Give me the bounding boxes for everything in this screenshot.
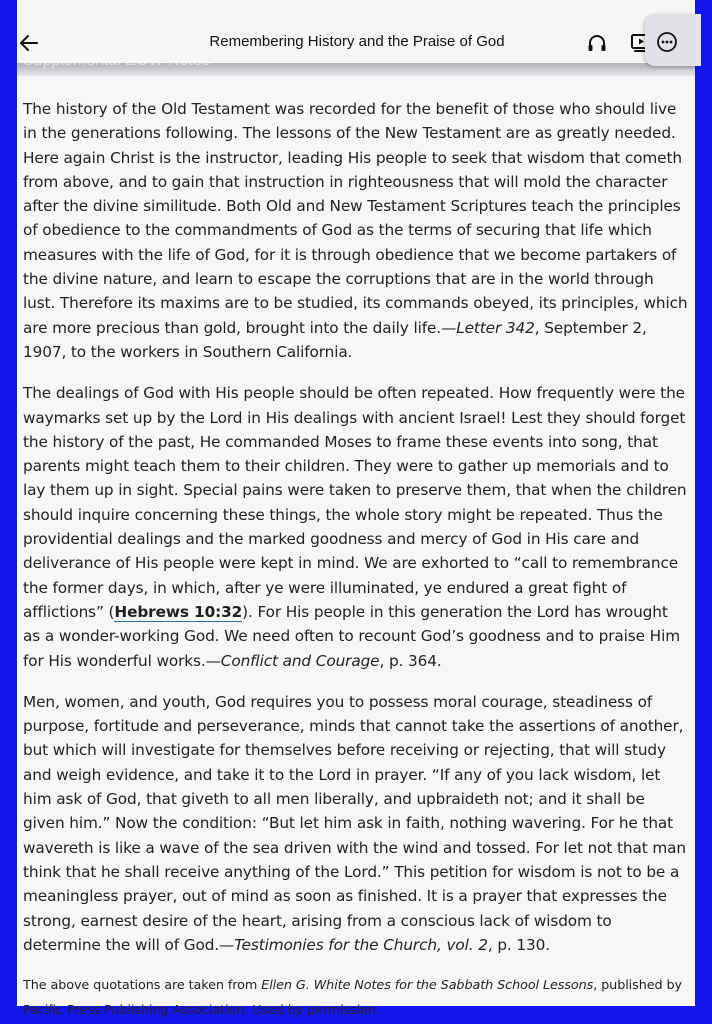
- arrow-left-icon: [17, 31, 41, 55]
- paragraph-3: [23, 690, 689, 957]
- paragraph-2: [23, 381, 689, 673]
- source-title: Letter 342: [456, 318, 535, 337]
- more-options-icon: [655, 30, 679, 54]
- attribution-note: [23, 974, 689, 1023]
- paragraph-1-text: The history of the Old Testament was recorded for the benefit of those who should live in the generations following. The lessons of the New Testament are as greatly needed. Here again Christ is the instructor, leading His people to seek that wisdom that cometh from above, and to gain that instruction in righteousness that will mold the character after the divine similitude. Both Old and New Testament Scriptures teach the principles of obedience to the commandments of God as the terms of securing that life which measures with the life of God, for it is through obedience that we become partakers of the divine nature, and learn to escape the corruptions that are in the world through lust. Therefore its maxims are to be studied, its commands obeyed, its principles, which are more precious than gold, brought into the daily life.—: [23, 100, 688, 337]
- scripture-link[interactable]: Hebrews 10:32: [114, 602, 243, 621]
- audio-button[interactable]: [585, 31, 609, 55]
- more-options-tab: [645, 14, 701, 66]
- attribution-after: , published by Pacific Press Publishing Association. Used by permission.: [23, 978, 682, 1018]
- source-details: , September 2, 1907, to the workers in Southern California.: [23, 318, 647, 361]
- source-title: Conflict and Courage: [220, 651, 380, 670]
- more-options-button[interactable]: [655, 30, 679, 54]
- paragraph-3-text: Men, women, and youth, God requires you to possess moral courage, steadiness of purpose, fortitude and perseverance, minds that cannot take the assertions of another, but which will investigate for themselves before receiving or rejecting, that will study and weigh evidence, and take it to the Lord in prayer. “If any of you lack wisdom, let him ask of God, that giveth to all men liberally, and upbraideth not; and it shall be given him.” Now the condition: “But let him ask in faith, nothing wavering. For he that wavereth is like a wave of the sea driven with the wind and tossed. For let not that man think that he shall receive anything of the Lord.” This petition for wisdom is not to be a meaningless prayer, out of mind as soon as finished. It is a prayer that expresses the strong, earnest desire of the heart, arising from a conscious lack of wisdom to determine the will of God.—: [23, 692, 686, 954]
- attribution-before: The above quotations are taken from: [23, 978, 262, 994]
- attribution-book: Ellen G. White Notes for the Sabbath School Lessons: [261, 978, 594, 994]
- paragraph-2-text-after: ). For His people in this generation the Lord has wrought as a wonder-working God. We need often to recount God’s goodness and to praise Him for His wonderful works.—: [23, 602, 680, 670]
- headphones-icon: [585, 31, 609, 55]
- source-details: , p. 130.: [487, 935, 550, 954]
- top-bar: [17, 0, 695, 63]
- article-body: [23, 97, 689, 1023]
- page-title: Remembering History and the Praise of God: [209, 33, 505, 50]
- reader-screen: [17, 0, 695, 1018]
- back-button[interactable]: [17, 31, 41, 55]
- source-details: , p. 364.: [379, 651, 442, 670]
- source-title: Testimonies for the Church, vol. 2: [234, 935, 488, 954]
- paragraph-1: [23, 97, 689, 364]
- paragraph-2-text-before: The dealings of God with His people should be often repeated. How frequently were the waymarks set up by the Lord in His dealings with ancient Israel! Lest they should forget the history of the past, He commanded Moses to frame these events into song, that parents might teach them to their children. They were to gather up memorials and to lay them up in sight. Special pains were taken to preserve them, that when the children should inquire concerning these things, the whole story might be repeated. Thus the providential dealings and the marked goodness and mercy of God in His care and deliverance of His people were kept in mind. We are exhorted to “call to remembrance the former days, in which, after ye were illuminated, ye endured a great fight of afflictions” (: [23, 384, 687, 621]
